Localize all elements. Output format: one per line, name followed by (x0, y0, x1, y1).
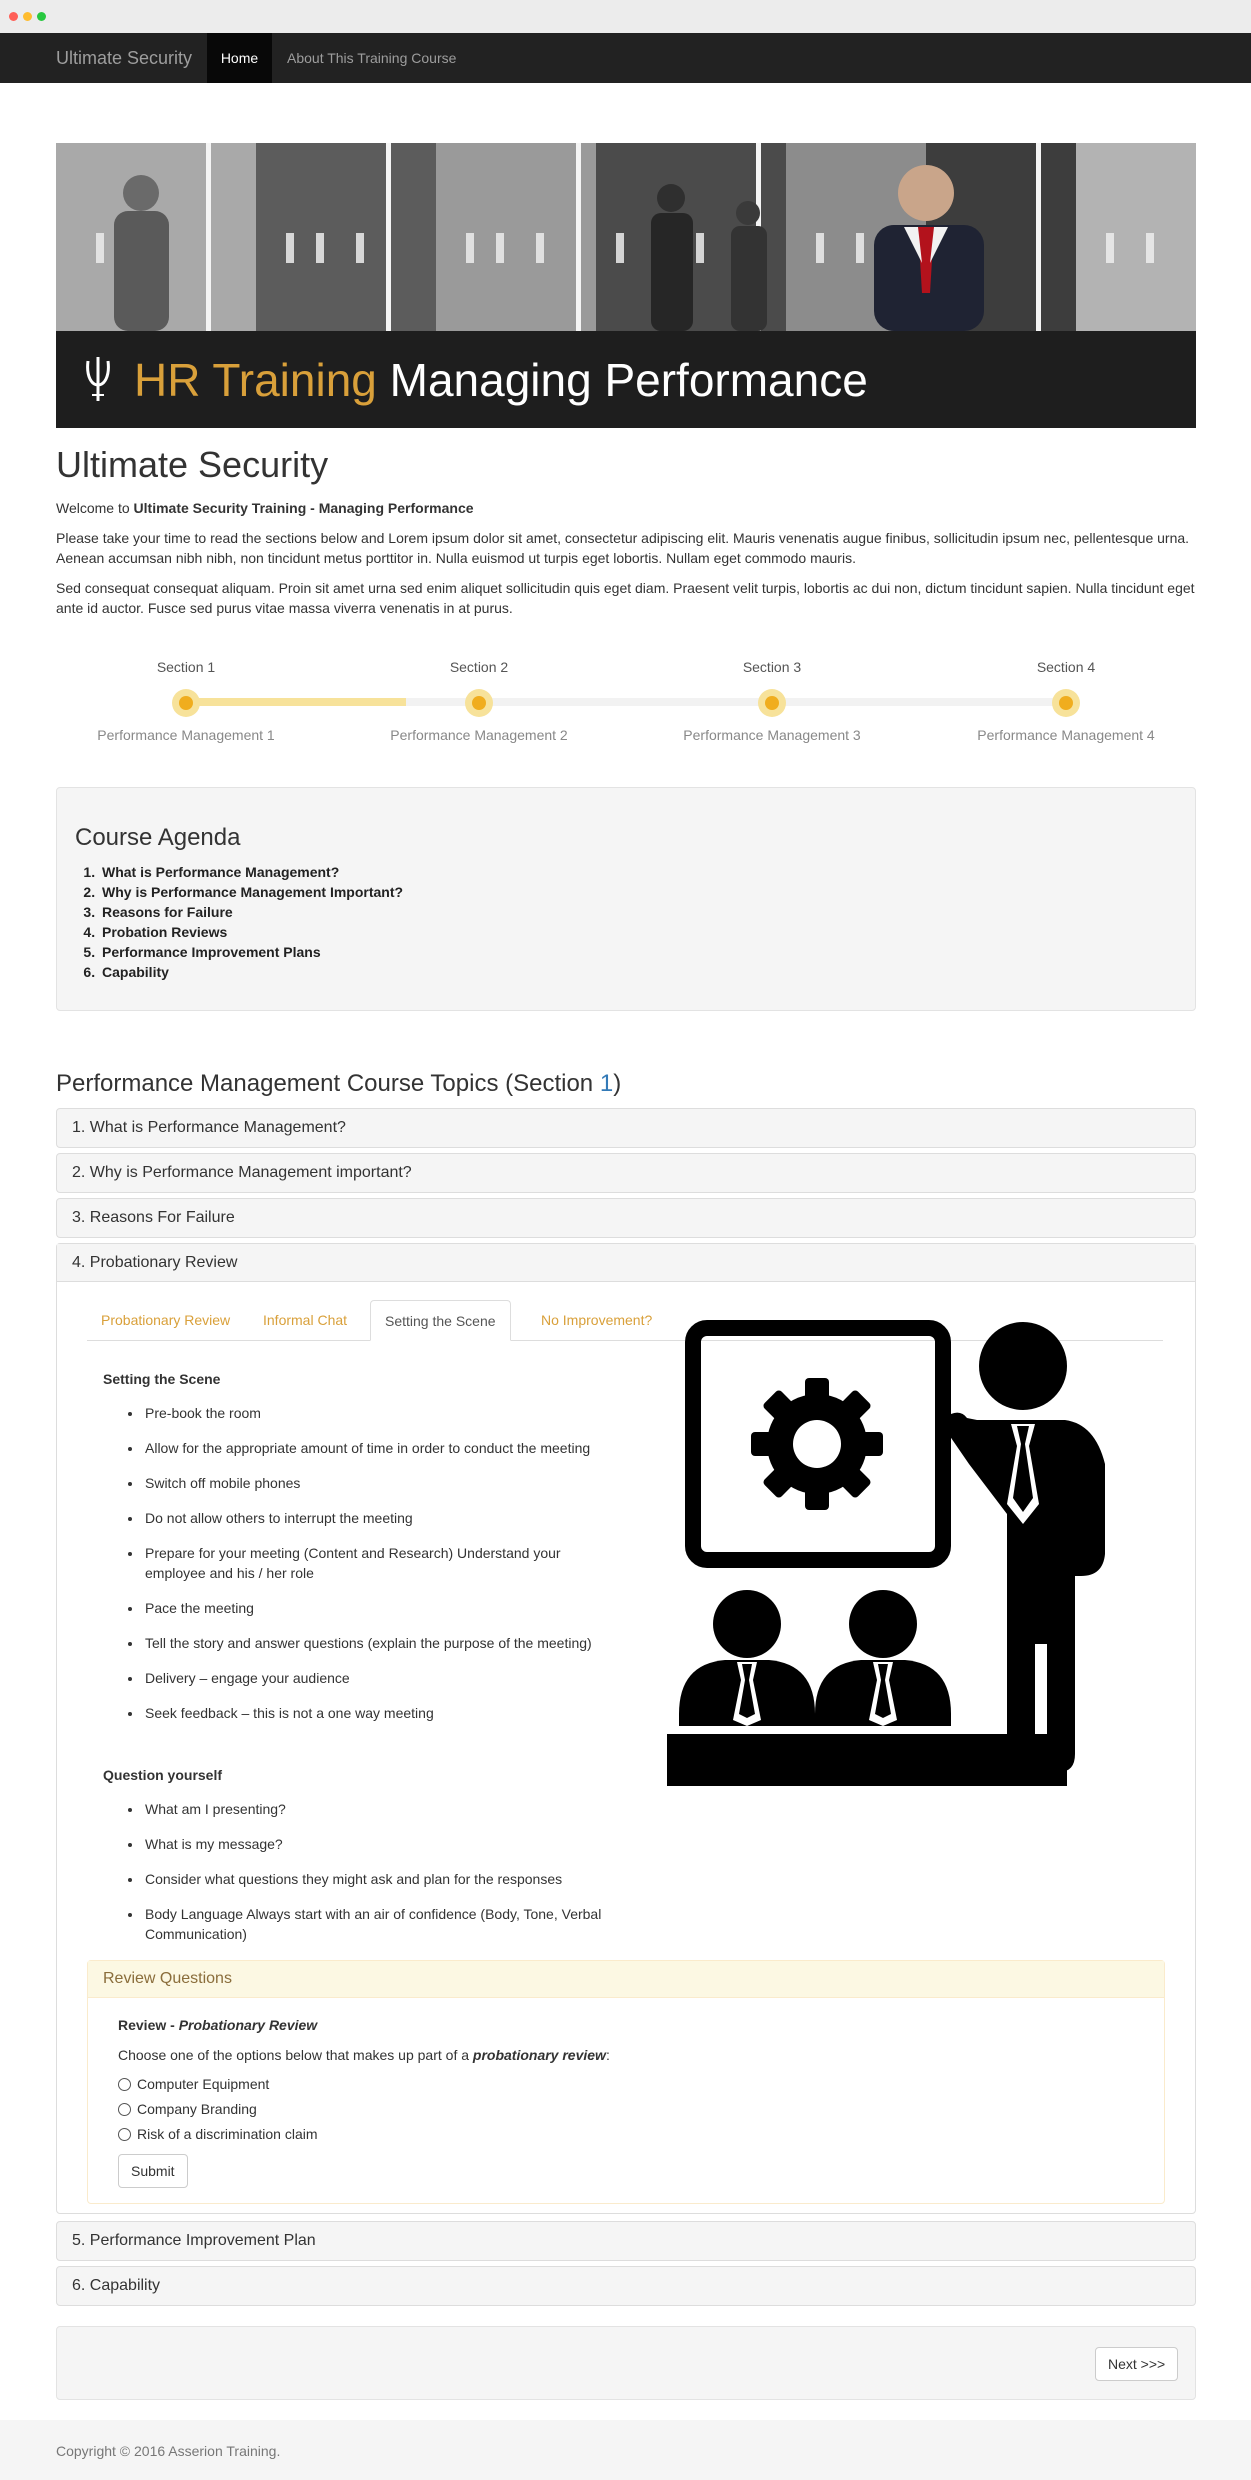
list-item: • Allow for the appropriate amount of time in order to conduct the meeting (143, 1438, 623, 1458)
hero-banner (56, 143, 1196, 428)
nav-home-link[interactable]: Home (207, 33, 272, 83)
topic-panel-3[interactable] (56, 1198, 1196, 1238)
panel-title[interactable]: 2. Why is Performance Management important? (72, 1164, 412, 1181)
review-question-emphasis: probationary review (472, 2047, 606, 2063)
tab-setting-the-scene[interactable]: Setting the Scene (370, 1300, 511, 1341)
review-question-suffix: : (605, 2047, 610, 2063)
office-photo (56, 143, 1196, 331)
banner-title-highlight: HR Training (134, 354, 377, 406)
setting-scene-heading: Setting the Scene (103, 1371, 221, 1387)
agenda-item: 6. Capability (99, 962, 403, 982)
step-label: Section 2 (449, 659, 509, 675)
list-item: • Switch off mobile phones (143, 1473, 623, 1493)
tab-informal-chat[interactable]: Informal Chat (263, 1312, 348, 1328)
list-item: • Tell the story and answer questions (explain the purpose of the meeting) (143, 1633, 623, 1653)
welcome-prefix: Welcome to (56, 500, 134, 516)
list-item: • Seek feedback – this is not a one way meeting (143, 1703, 623, 1723)
footer (0, 2420, 1251, 2480)
maximize-window-icon[interactable] (37, 12, 46, 21)
panel-title[interactable]: 6. Capability (72, 2277, 161, 2294)
list-item: • Pace the meeting (143, 1598, 623, 1618)
list-item: • What am I presenting? (143, 1799, 623, 1819)
minimize-window-icon[interactable] (23, 12, 32, 21)
section-progress-tracker (56, 655, 1196, 755)
agenda-item: 2. Why is Performance Management Important? (99, 882, 403, 902)
banner-title-rest: Managing Performance (389, 354, 868, 406)
nav-about-link[interactable]: About This Training Course (287, 50, 457, 66)
topics-section-number: 1 (599, 1070, 614, 1097)
panel-title[interactable]: 5. Performance Improvement Plan (72, 2232, 316, 2249)
page-title: Ultimate Security (56, 444, 329, 485)
banner-title (134, 353, 868, 407)
review-question-prefix: Choose one of the options below that makes up part of a (118, 2047, 473, 2063)
top-navbar (0, 33, 1251, 83)
question-yourself-list (143, 1799, 623, 1959)
topic-panel-1[interactable] (56, 1108, 1196, 1148)
agenda-item: 3. Reasons for Failure (99, 902, 403, 922)
welcome-line (56, 498, 1196, 518)
submit-button[interactable]: Submit (118, 2154, 188, 2188)
review-title-topic: Probationary Review (178, 2017, 318, 2033)
list-item: • Delivery – engage your audience (143, 1668, 623, 1688)
step-label: Section 1 (156, 659, 216, 675)
review-questions-panel (87, 1960, 1165, 2204)
panel-title[interactable]: 4. Probationary Review (57, 1244, 1195, 1282)
review-title (118, 2017, 317, 2033)
topics-heading-suffix: ) (613, 1070, 622, 1097)
radio-button[interactable] (118, 2103, 131, 2116)
agenda-list (99, 862, 403, 982)
step-name: Performance Management 3 (683, 727, 861, 743)
welcome-course-name: Ultimate Security Training - Managing Performance (133, 500, 474, 516)
tab-no-improvement[interactable]: No Improvement? (541, 1312, 653, 1328)
radio-button[interactable] (118, 2128, 131, 2141)
review-title-prefix: Review - (118, 2017, 179, 2033)
question-yourself-heading: Question yourself (103, 1767, 223, 1783)
next-button[interactable]: Next >>> (1095, 2347, 1178, 2381)
course-agenda-box (56, 787, 1196, 1011)
topics-heading-prefix: Performance Management Course Topics (Section (56, 1070, 600, 1097)
pager-box (56, 2326, 1196, 2400)
answer-option-1[interactable] (118, 2075, 269, 2093)
list-item: • Consider what questions they might ask and plan for the responses (143, 1869, 623, 1889)
step-marker-icon (758, 689, 786, 717)
close-window-icon[interactable] (9, 12, 18, 21)
intro-paragraph-2: Sed consequat consequat aliquam. Proin sit amet urna sed enim aliquet sollicitudin quis eget diam. Praesent velit turpis, lobortis ac dui non, dictum tincidunt sapien. Nulla tincidunt eget ante id auctor. Fusce sed purus vitae massa viverra venenatis in at purus. (56, 580, 1195, 616)
agenda-title: Course Agenda (75, 824, 241, 851)
answer-option-2[interactable] (118, 2100, 257, 2118)
option-label[interactable]: Company Branding (137, 2101, 257, 2117)
step-label: Section 4 (1036, 659, 1096, 675)
tab-probationary-review[interactable]: Probationary Review (101, 1312, 231, 1328)
step-label: Section 3 (742, 659, 802, 675)
step-name: Performance Management 4 (977, 727, 1155, 743)
intro-paragraph-1: Please take your time to read the sections below and Lorem ipsum dolor sit amet, consectetur adipiscing elit. Mauris venenatis augue finibus, sollicitudin ipsum nec, pellentesque urna. Aenean accumsan nibh nibh, non tincidunt metus porttitor in. Nulla euismod ut turpis eget lobortis. Nullam eget commodo mauris. (56, 530, 1190, 566)
copyright-text: Copyright © 2016 Asserion Training. (56, 2443, 281, 2459)
browser-titlebar (0, 0, 1251, 33)
step-marker-icon (1052, 689, 1080, 717)
presentation-icon (667, 1314, 1107, 1804)
list-item: • Pre-book the room (143, 1403, 623, 1423)
topic-panel-6[interactable] (56, 2266, 1196, 2306)
list-item: • Do not allow others to interrupt the meeting (143, 1508, 623, 1528)
option-label[interactable]: Computer Equipment (137, 2076, 270, 2092)
agenda-item: 4. Probation Reviews (99, 922, 403, 942)
topic-panel-5[interactable] (56, 2221, 1196, 2261)
banner-title-strip (56, 331, 1196, 428)
topic-panel-4-expanded (56, 1243, 1196, 2214)
list-item: • What is my message? (143, 1834, 623, 1854)
panel-title[interactable]: 3. Reasons For Failure (72, 1209, 235, 1226)
review-header: Review Questions (88, 1961, 1164, 1998)
answer-option-3[interactable] (118, 2125, 318, 2143)
step-marker-icon (172, 689, 200, 717)
list-item: • Body Language Always start with an air of confidence (Body, Tone, Verbal Communication) (143, 1904, 623, 1944)
list-item: • Prepare for your meeting (Content and Research) Understand your employee and his / her role (143, 1543, 623, 1583)
topics-heading (56, 1070, 621, 1098)
step-name: Performance Management 2 (390, 727, 568, 743)
trident-logo-icon (82, 355, 114, 403)
review-question (118, 2047, 610, 2063)
agenda-item: 1. What is Performance Management? (99, 862, 403, 882)
radio-button[interactable] (118, 2078, 131, 2091)
agenda-item: 5. Performance Improvement Plans (99, 942, 403, 962)
step-name: Performance Management 1 (97, 727, 275, 743)
navbar-brand[interactable]: Ultimate Security (56, 48, 193, 68)
option-label[interactable]: Risk of a discrimination claim (137, 2126, 318, 2142)
progress-fill (186, 698, 406, 706)
topic-panel-2[interactable] (56, 1153, 1196, 1193)
panel-title[interactable]: 1. What is Performance Management? (72, 1119, 346, 1136)
step-marker-icon (465, 689, 493, 717)
setting-scene-list (143, 1403, 623, 1738)
